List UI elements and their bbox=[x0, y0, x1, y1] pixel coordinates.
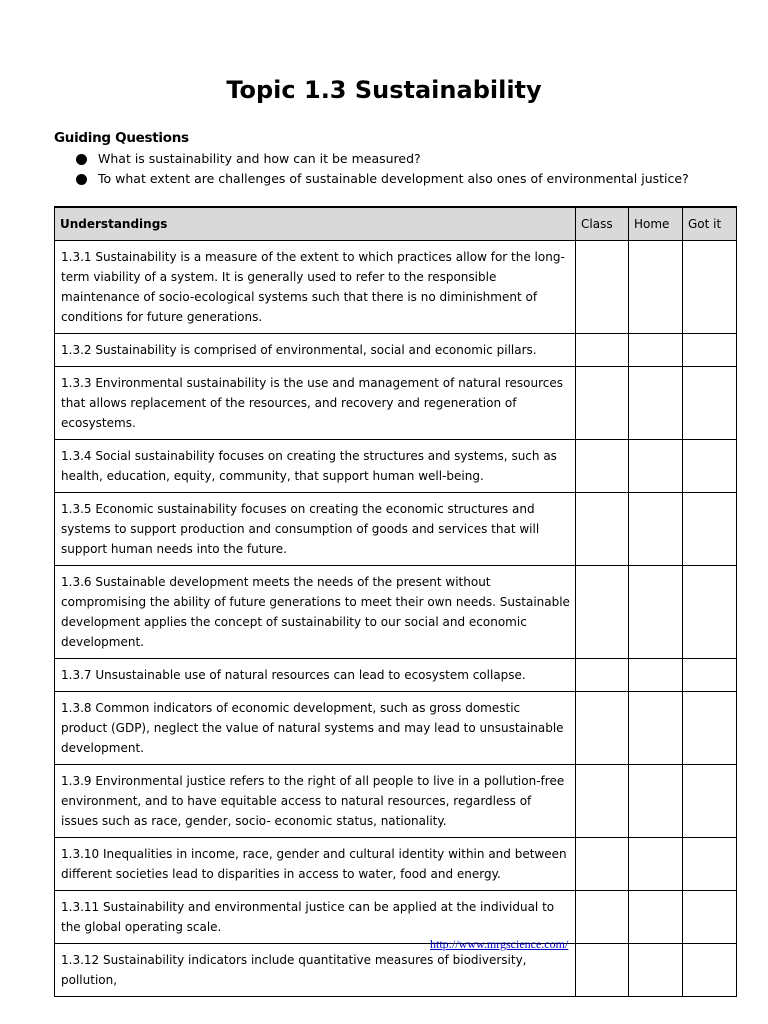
understandings-table bbox=[54, 206, 737, 997]
table-row bbox=[55, 334, 737, 367]
class-check-cell[interactable] bbox=[576, 944, 629, 997]
class-check-cell[interactable] bbox=[576, 367, 629, 440]
website-link[interactable]: http://www.mrgscience.com/ bbox=[430, 937, 569, 951]
got-it-check-cell[interactable] bbox=[683, 566, 737, 659]
table-row bbox=[55, 440, 737, 493]
bullet-icon bbox=[76, 154, 87, 165]
home-check-cell[interactable] bbox=[629, 241, 683, 334]
class-check-cell[interactable] bbox=[576, 891, 629, 944]
home-check-cell[interactable] bbox=[629, 334, 683, 367]
class-check-cell[interactable] bbox=[576, 692, 629, 765]
understanding-text: 1.3.7 Unsustainable use of natural resources can lead to ecosystem collapse. bbox=[55, 659, 576, 692]
class-check-cell[interactable] bbox=[576, 440, 629, 493]
class-check-cell[interactable] bbox=[576, 334, 629, 367]
guiding-questions-list bbox=[76, 149, 689, 189]
got-it-check-cell[interactable] bbox=[683, 838, 737, 891]
understanding-text: 1.3.10 Inequalities in income, race, gender and cultural identity within and between different societies lead to disparities in access to water, food and energy. bbox=[55, 838, 576, 891]
got-it-check-cell[interactable] bbox=[683, 241, 737, 334]
class-check-cell[interactable] bbox=[576, 765, 629, 838]
got-it-check-cell[interactable] bbox=[683, 440, 737, 493]
home-check-cell[interactable] bbox=[629, 765, 683, 838]
home-check-cell[interactable] bbox=[629, 891, 683, 944]
class-check-cell[interactable] bbox=[576, 566, 629, 659]
class-check-cell[interactable] bbox=[576, 493, 629, 566]
guiding-question-text: To what extent are challenges of sustainable development also ones of environmental justice? bbox=[98, 171, 689, 186]
table-row bbox=[55, 944, 737, 997]
understanding-text: 1.3.9 Environmental justice refers to the right of all people to live in a pollution-free environment, and to have equitable access to natural resources, regardless of issues such as race, gender, socio- economic status, nationality. bbox=[55, 765, 576, 838]
got-it-check-cell[interactable] bbox=[683, 367, 737, 440]
understanding-text: 1.3.2 Sustainability is comprised of environmental, social and economic pillars. bbox=[55, 334, 576, 367]
got-it-check-cell[interactable] bbox=[683, 891, 737, 944]
bullet-icon bbox=[76, 174, 87, 185]
table-row bbox=[55, 692, 737, 765]
got-it-check-cell[interactable] bbox=[683, 944, 737, 997]
table-row bbox=[55, 493, 737, 566]
class-header: Class bbox=[576, 207, 629, 241]
guiding-question-item bbox=[76, 149, 689, 169]
home-check-cell[interactable] bbox=[629, 493, 683, 566]
table-row bbox=[55, 765, 737, 838]
home-check-cell[interactable] bbox=[629, 440, 683, 493]
home-header: Home bbox=[629, 207, 683, 241]
understanding-text: 1.3.4 Social sustainability focuses on creating the structures and systems, such as health, education, equity, community, that support human well-being. bbox=[55, 440, 576, 493]
page-title: Topic 1.3 Sustainability bbox=[226, 76, 542, 104]
table-row bbox=[55, 838, 737, 891]
class-check-cell[interactable] bbox=[576, 659, 629, 692]
home-check-cell[interactable] bbox=[629, 566, 683, 659]
home-check-cell[interactable] bbox=[629, 838, 683, 891]
guiding-question-item bbox=[76, 169, 689, 189]
table-row bbox=[55, 659, 737, 692]
home-check-cell[interactable] bbox=[629, 659, 683, 692]
class-check-cell[interactable] bbox=[576, 838, 629, 891]
understanding-text: 1.3.6 Sustainable development meets the needs of the present without compromising the ability of future generations to meet their own needs. Sustainable development applies the concept of sustainability to our social and economic development. bbox=[55, 566, 576, 659]
table-header-row bbox=[55, 207, 737, 241]
got-it-check-cell[interactable] bbox=[683, 692, 737, 765]
got-it-header: Got it bbox=[683, 207, 737, 241]
understanding-text: 1.3.12 Sustainability indicators include quantitative measures of biodiversity, pollution, bbox=[55, 944, 576, 997]
got-it-check-cell[interactable] bbox=[683, 659, 737, 692]
guiding-questions-heading: Guiding Questions bbox=[54, 130, 189, 146]
understandings-header: Understandings bbox=[55, 207, 576, 241]
got-it-check-cell[interactable] bbox=[683, 765, 737, 838]
home-check-cell[interactable] bbox=[629, 692, 683, 765]
class-check-cell[interactable] bbox=[576, 241, 629, 334]
understanding-text: 1.3.1 Sustainability is a measure of the extent to which practices allow for the long-term viability of a system. It is generally used to refer to the responsible maintenance of socio-ecological systems such that there is no diminishment of conditions for future generations. bbox=[55, 241, 576, 334]
understanding-text: 1.3.3 Environmental sustainability is the use and management of natural resources that allows replacement of the resources, and recovery and regeneration of ecosystems. bbox=[55, 367, 576, 440]
table-row bbox=[55, 891, 737, 944]
got-it-check-cell[interactable] bbox=[683, 334, 737, 367]
table-row bbox=[55, 241, 737, 334]
understanding-text: 1.3.11 Sustainability and environmental justice can be applied at the individual to the global operating scale. bbox=[55, 891, 576, 944]
table-row bbox=[55, 367, 737, 440]
understanding-text: 1.3.5 Economic sustainability focuses on creating the economic structures and systems to support production and consumption of goods and services that will support human needs into the future. bbox=[55, 493, 576, 566]
guiding-question-text: What is sustainability and how can it be measured? bbox=[98, 151, 421, 166]
table-row bbox=[55, 566, 737, 659]
got-it-check-cell[interactable] bbox=[683, 493, 737, 566]
understanding-text: 1.3.8 Common indicators of economic development, such as gross domestic product (GDP), neglect the value of natural systems and may lead to unsustainable development. bbox=[55, 692, 576, 765]
home-check-cell[interactable] bbox=[629, 367, 683, 440]
home-check-cell[interactable] bbox=[629, 944, 683, 997]
